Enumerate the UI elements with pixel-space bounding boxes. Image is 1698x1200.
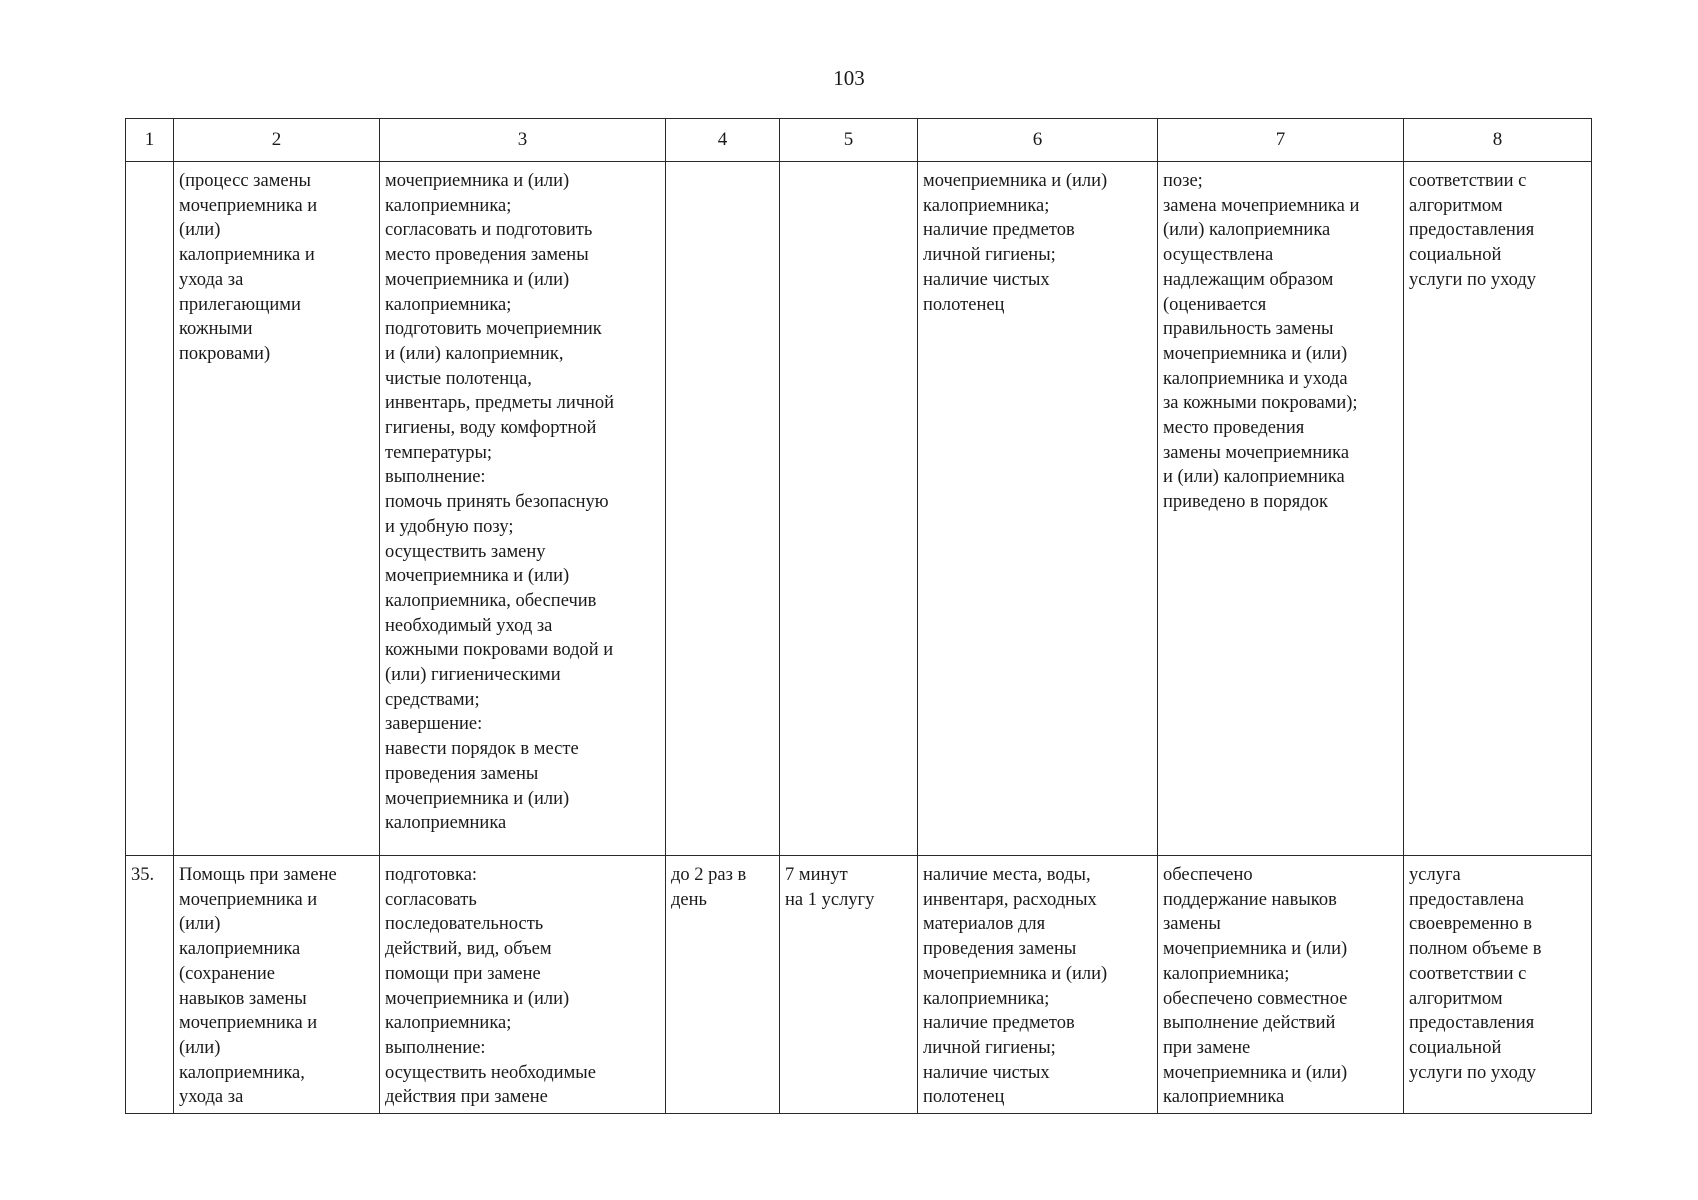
service-description-cell: мочеприемника и (или) калоприемника; согласовать и подготовить место проведения замены мочеприемника и (или) калоприемника; подготовить мочеприемник и (или) калоприемник, чистые полотенца, инвентарь, предметы личной гигиены, воду комфортной температуры; выполнение: помочь принять безопасную и удобную позу; осуществить замену мочеприемника и (или) калоприемника, обеспечив необходимый уход за кожными покровами водой и (или) гигиеническими средствами; завершение: навести порядок в месте проведения замены мочеприемника и (или) калоприемника: [380, 162, 666, 856]
column-header: 6: [918, 119, 1158, 162]
table-row: [126, 856, 1592, 1114]
column-header: 2: [174, 119, 380, 162]
column-header: 8: [1404, 119, 1592, 162]
row-number-cell: [126, 162, 174, 856]
duration-cell: 7 минут на 1 услугу: [780, 856, 918, 1114]
duration-cell: [780, 162, 918, 856]
column-header: 4: [666, 119, 780, 162]
frequency-cell: до 2 раз в день: [666, 856, 780, 1114]
service-description-cell: подготовка: согласовать последовательность действий, вид, объем помощи при замене мочеприемника и (или) калоприемника; выполнение: осуществить необходимые действия при замене: [380, 856, 666, 1114]
quality-indicators-cell: обеспечено поддержание навыков замены мочеприемника и (или) калоприемника; обеспечено совместное выполнение действий при замене мочеприемника и (или) калоприемника: [1158, 856, 1404, 1114]
table-row: [126, 162, 1592, 856]
page-number: 103: [833, 66, 865, 90]
evaluation-cell: соответствии с алгоритмом предоставления социальной услуги по уходу: [1404, 162, 1592, 856]
column-header: 3: [380, 119, 666, 162]
frequency-cell: [666, 162, 780, 856]
service-standards-table: [125, 118, 1592, 1114]
column-header: 1: [126, 119, 174, 162]
row-number-cell: 35.: [126, 856, 174, 1114]
service-name-cell: (процесс замены мочеприемника и (или) калоприемника и ухода за прилегающими кожными покровами): [174, 162, 380, 856]
column-header: 7: [1158, 119, 1404, 162]
evaluation-cell: услуга предоставлена своевременно в полном объеме в соответствии с алгоритмом предоставления социальной услуги по уходу: [1404, 856, 1592, 1114]
service-name-cell: Помощь при замене мочеприемника и (или) калоприемника (сохранение навыков замены мочеприемника и (или) калоприемника, ухода за: [174, 856, 380, 1114]
quality-indicators-cell: позе; замена мочеприемника и (или) калоприемника осуществлена надлежащим образом (оценивается правильность замены мочеприемника и (или) калоприемника и ухода за кожными покровами); место проведения замены мочеприемника и (или) калоприемника приведено в порядок: [1158, 162, 1404, 856]
column-number-header-row: [126, 119, 1592, 162]
conditions-cell: мочеприемника и (или) калоприемника; наличие предметов личной гигиены; наличие чистых полотенец: [918, 162, 1158, 856]
conditions-cell: наличие места, воды, инвентаря, расходных материалов для проведения замены мочеприемника и (или) калоприемника; наличие предметов личной гигиены; наличие чистых полотенец: [918, 856, 1158, 1114]
column-header: 5: [780, 119, 918, 162]
